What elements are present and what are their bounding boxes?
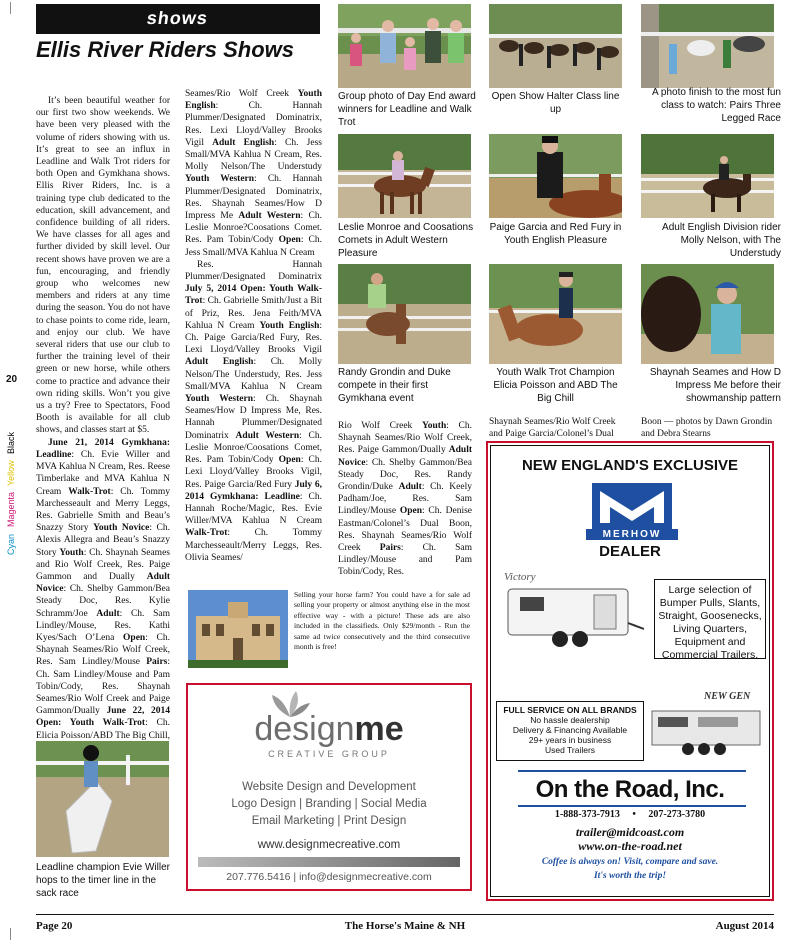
class-heading: Adult Novice <box>338 445 472 468</box>
designme-ad[interactable] <box>186 683 472 891</box>
result-text: : Ch. Shaynah Seames/Rio Wolf Creek, Res. Paige Gammon/Dually <box>338 421 472 456</box>
merhow-brand: MERHOW <box>586 529 678 540</box>
class-heading: July 5, 2014 Open: Youth Walk-Trot <box>185 284 322 307</box>
logo-design: design <box>254 710 355 748</box>
class-heading: Youth Western <box>185 174 255 185</box>
result-text: : Ch. Paige Garcia/Red Fury, Res. Lexi Lloyd/Valley Brooks Vigil <box>185 320 322 356</box>
class-heading: June 21, 2014 Gymkhana: Leadline <box>36 437 170 460</box>
photo-walk-trot-champion <box>489 264 622 364</box>
result-text: : Ch. Shaynah Seames/How D Impress Me, Res. Hannah Plummer/Designated Dominatrix <box>185 394 322 441</box>
class-heading: Adult Western <box>235 430 300 441</box>
caption-three-legged-race: A photo finish to the most fun class to watch: Pairs Three Legged Race <box>652 87 781 124</box>
caption-award-winners: Group photo of Day End award winners for Leadline and Walk Trot <box>338 91 476 128</box>
article-paragraph: It’s been beautiful weather for our first two show weekends. We have been very pleased with the volume of riders showing with us. It’s great to see an influx in Leadline and Walk Trot riders for both Open and Gymkhana shows. Ellis River Riders, Inc. is a training type club dedicated to the education, skill advancement, and confidence building of all riders. We have classes for all ages and further divided by skill level. Our recent shows have proven we are a fun, encouraging, and friendly group who welcomes new members and riders at any time during the season. You do not have to chase points to come ride, learn, and enjoy our club. We have several riders that use our club to further the training level of their green or new horse, while others come to practice and advance their own riding skills. Won’t you give us a try? Free to Spectators, Food Booth is available for all club shows, and classes start at $5. <box>36 96 170 436</box>
result-text: Rio Wolf Creek <box>338 421 422 431</box>
logo-me: me <box>354 710 404 748</box>
service-logo: Logo Design | Branding | Social Media <box>231 798 427 810</box>
caption-sack-race: Leadline champion Evie Willer hops to the timer line in the sack race <box>36 862 170 899</box>
service-line: No hassle dealership <box>530 715 610 725</box>
class-heading: Youth <box>421 421 447 431</box>
page-footer <box>36 918 774 936</box>
side-page-number: 20 <box>6 374 18 385</box>
photo-english-pleasure <box>489 134 622 218</box>
service-box <box>496 701 644 761</box>
result-text: : Ch. Keely Padham/Joe, Res. Sam Lindley/Mouse <box>338 482 472 517</box>
result-text: : Ch. Evie Willer and MVA Kahlua N Cream, Res. Reese Timberlake and MVA Kahlua N Cream <box>36 449 170 497</box>
class-heading: Adult Western <box>238 211 301 222</box>
class-heading: Youth Novice <box>93 523 150 534</box>
article-column-3 <box>338 420 472 579</box>
class-heading: Adult Novice <box>36 571 170 595</box>
result-text: : Ch. Gabrielle Smith/Just a Bit of Priz, Res. Jena Feith/MVA Kahlua N Cream <box>185 296 322 331</box>
section-banner <box>36 4 320 34</box>
designme-contact <box>188 871 470 883</box>
photo-award-winners <box>338 4 471 88</box>
result-text: : Ch. Hannah Roche/Magic, Res. Evie Willer/MVA Kahlua N Cream <box>185 491 322 527</box>
victory-script: Victory <box>504 571 536 583</box>
designme-logo <box>188 711 470 747</box>
designme-email[interactable]: info@designmecreative.com <box>299 871 432 883</box>
cmyk-cyan: Cyan <box>6 533 16 555</box>
class-heading: Pairs <box>146 657 168 668</box>
result-text: : Ch. Molly Nelson/The Understudy, Res. Jess Small/MVA Kahlua N Cream <box>185 357 322 392</box>
separator: | <box>293 871 300 883</box>
company-web[interactable]: www.on-the-road.net <box>578 839 682 853</box>
class-heading: Open <box>123 632 146 643</box>
service-line: Delivery & Financing Available <box>512 725 628 735</box>
section-label: shows <box>146 8 210 28</box>
article-title: Ellis River Riders Shows <box>36 37 294 62</box>
designme-services <box>188 779 470 830</box>
photo-adult-english <box>641 134 774 218</box>
result-text: : Ch. Lexi Lloyd/Valley Brooks Vigil, Res. Paige Garcia/Red Fury <box>185 455 322 490</box>
result-text: : Ch. Tommy Marchesseault and Merry Leggs, Res. Gabrielle Smith and Beau’s Snazzy Story <box>36 486 170 534</box>
class-heading: Open <box>399 506 422 517</box>
caption-adult-english: Adult English Division rider Molly Nelson, with The Understudy <box>662 222 781 259</box>
slogan-1: Coffee is always on! Visit, compare and save. <box>541 857 719 867</box>
caption-western-pleasure: Leslie Monroe and Coosations Comets in Adult Western Pleasure <box>338 222 474 259</box>
article-column-5: Boon — photos by Dawn Grondin and Debra Stearns <box>641 417 773 440</box>
slogan-2: It's worth the trip! <box>593 871 667 881</box>
result-text: : Ch. Jess Small/MVA Kahlua N Cream, Res. Molly Nelson/The Understudy <box>185 137 322 173</box>
article-paragraph <box>185 88 322 259</box>
designme-url[interactable]: www.designmecreative.com <box>257 839 401 851</box>
result-text: : Ch. Sam Lindley/Mouse and Pam Tobin/Cody, Res. Shaynah Seames/Rio Wolf Creek and Paige Gammon/Dually <box>36 657 170 717</box>
photo-sack-race <box>36 741 169 857</box>
cmyk-black: Black <box>6 431 16 454</box>
caption-gymkhana-first: Randy Grondin and Duke compete in their first Gymkhana event <box>338 367 451 404</box>
bullet: • <box>632 809 636 820</box>
newgen-script: NEW GEN <box>704 691 751 702</box>
caption-walk-trot-champion: Youth Walk Trot Champion Elicia Poisson and ABD The Big Chill <box>493 367 618 404</box>
company-name: On the Road, Inc. <box>535 776 725 803</box>
caption-showmanship: Shaynah Seames and How D Impress Me before their showmanship pattern <box>649 367 781 404</box>
merhow-headline: NEW ENGLAND'S EXCLUSIVE <box>521 457 739 474</box>
result-text: : Ch. Jess Small/MVA Kahlua N Cream <box>185 235 322 258</box>
designme-tagline: CREATIVE GROUP <box>268 749 390 759</box>
result-text: : Ch. Sam Lindley/Mouse, Res. Kathi Kyes/Sach O’Lena <box>36 608 170 643</box>
newgen-trailer-image <box>648 705 770 761</box>
service-line: 29+ years in business <box>528 735 612 745</box>
class-heading: Youth Western <box>185 394 253 405</box>
class-heading: Open <box>278 235 301 246</box>
class-heading: Youth English <box>259 320 320 331</box>
cmyk-color-bar <box>6 405 16 555</box>
result-text: : Ch. Elicia Poisson/ABD The Big Chill, <box>36 718 170 741</box>
class-heading: Adult <box>96 608 120 619</box>
result-text: : Ch. Alexis Allegra and Beau’s Snazzy Story <box>36 523 170 558</box>
service-email: Email Marketing | Print Design <box>251 815 407 827</box>
service-heading: FULL SERVICE ON ALL BRANDS <box>503 705 637 715</box>
class-heading: June 22, 2014 Open: Youth Walk-Trot <box>36 706 170 729</box>
service-line: Used Trailers <box>544 745 596 755</box>
result-text: : Ch. Tommy Marchesseault/Merry Leggs, Res. Olivia Seames/ <box>185 528 322 563</box>
photo-western-pleasure <box>338 134 471 218</box>
class-heading: Adult English <box>185 357 254 368</box>
article-paragraph <box>36 437 170 754</box>
class-heading: Open <box>278 455 301 466</box>
classified-text: Selling your horse farm? You could have a for sale ad selling your property or almost anything else in the most effective way - with a picture! These ads are also included in the classifieds. Only $29/month - Run the same ad twice consecutively and the third consecutive month is free! <box>294 590 470 652</box>
result-text: Seames/Rio Wolf Creek <box>185 89 298 99</box>
class-heading: Adult <box>398 482 422 493</box>
victory-trailer-image <box>504 583 646 651</box>
crop-mark-top <box>10 2 11 14</box>
article-column-1 <box>36 95 170 740</box>
merhow-ad[interactable] <box>486 441 774 901</box>
class-heading: Walk-Trot <box>185 528 228 539</box>
footer-page: Page 20 <box>36 920 73 932</box>
article-column-2 <box>185 88 322 573</box>
service-web: Website Design and Development <box>242 781 416 793</box>
selection-box <box>654 579 766 659</box>
phone-1[interactable]: 1-888-373-7913 <box>554 809 620 820</box>
class-heading: Pairs <box>379 543 401 554</box>
phones <box>488 809 772 820</box>
class-heading: Youth English <box>185 89 322 112</box>
selection-text: Large selection of Bumper Pulls, Slants, Straight, Goosenecks, Living Quarters, Equipment and Commercial Trailers. <box>658 584 762 661</box>
footer-rule <box>36 914 774 915</box>
photo-gymkhana-first <box>338 264 471 364</box>
phone-2[interactable]: 207-273-3780 <box>648 809 706 820</box>
result-text: : Ch. Sam Lindley/Mouse and Pam Tobin/Cody, Res. <box>338 543 473 578</box>
footer-date: August 2014 <box>715 920 774 932</box>
result-text: : Ch. Shelby Gammon/Bea Steady Doc, Res. Randy Grondin/Duke <box>338 457 472 493</box>
designme-phone[interactable]: 207.776.5416 <box>226 871 291 883</box>
result-text: : Ch. Denise Eastman/Colonel’s Dual Boon, Res. Shaynah Seames/Rio Wolf Creek <box>338 506 472 554</box>
merhow-m-icon <box>592 483 672 529</box>
class-heading: Walk-Trot <box>68 486 111 497</box>
result-text: : Ch. Hannah Plummer/Designated Dominatrix, Res. Lexi Lloyd/Valley Brooks Vigil <box>185 101 322 148</box>
class-heading: Adult English <box>212 137 275 148</box>
result-text: : Ch. Shaynah Seames and Rio Wolf Creek, Res. Paige Gammon and Dually <box>36 547 170 582</box>
company-divider <box>518 770 746 772</box>
photo-estate-building <box>188 590 288 668</box>
class-heading: Youth <box>59 547 84 558</box>
merhow-dealer: DEALER <box>599 543 661 560</box>
caption-halter-line-up: Open Show Halter Class line up <box>491 91 620 115</box>
result-text: : Ch. Shaynah Seames/Rio Wolf Creek, Res. Sam Lindley/Mouse <box>36 632 170 668</box>
result-text: : Ch. Leslie Monroe/Coosations Comet, Res. Pam Tobin/Cody <box>185 430 322 466</box>
article-paragraph <box>185 259 322 564</box>
footer-publication: The Horse's Maine & NH <box>344 920 466 932</box>
merhow-logo <box>592 483 672 529</box>
designme-gray-bar <box>198 857 460 867</box>
photo-halter-line-up <box>489 4 622 88</box>
result-text: Res. Hannah Plummer/Designated Dominatrix <box>185 259 322 283</box>
cmyk-yellow: Yellow <box>6 460 16 486</box>
crop-mark-bottom <box>10 928 11 940</box>
photo-showmanship <box>641 264 774 364</box>
company-divider-2 <box>518 805 746 807</box>
article-paragraph <box>338 420 472 579</box>
result-text: : Ch. Shelby Gammon/Bea Steady Doc, Res. Kylie Schramm/Joe <box>36 584 170 619</box>
article-column-4: Shaynah Seames/Rio Wolf Creek and Paige Garcia/Colonel’s Dual <box>489 417 616 440</box>
caption-english-pleasure: Paige Garcia and Red Fury in Youth English Pleasure <box>489 222 622 246</box>
photo-three-legged-race <box>641 4 774 88</box>
cmyk-magenta: Magenta <box>6 492 16 528</box>
result-text: : Ch. Leslie Monroe?Coosations Comet. Res. Pam Tobin/Cody <box>185 211 322 246</box>
result-text: : Ch. Hannah Plummer/Designated Dominatrix, Res. Shaynah Seames/How D Impress Me <box>185 174 322 222</box>
class-heading: July 6, 2014 Gymkhana: Leadline <box>185 479 322 502</box>
company-email[interactable]: trailer@midcoast.com <box>575 825 685 839</box>
